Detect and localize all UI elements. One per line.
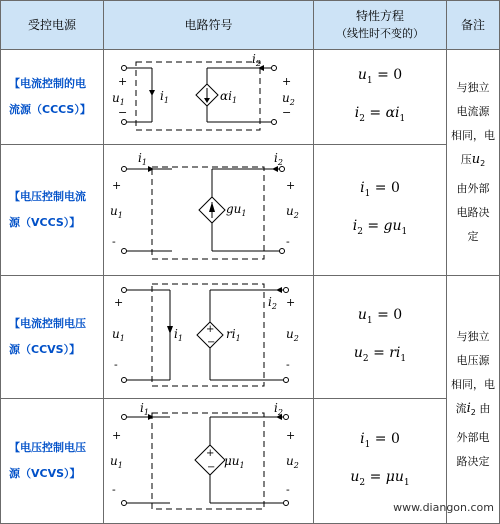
svg-text:+: + bbox=[282, 75, 292, 88]
vcvs-circuit-diagram bbox=[104, 399, 314, 519]
header-equation-subtitle: （线性时不变的） bbox=[336, 27, 424, 40]
svg-text:−: − bbox=[282, 106, 292, 119]
svg-text:-: - bbox=[114, 358, 118, 371]
circuit-symbol-cell bbox=[104, 399, 314, 524]
svg-text:+: + bbox=[118, 75, 128, 88]
svg-text:i2: $i_2$ bbox=[268, 295, 277, 311]
svg-text:-: - bbox=[286, 483, 290, 496]
equation-cell: $u_1 = 0$ $i_2 = \alpha i_1$ bbox=[314, 50, 447, 145]
svg-text:u1: $u_1$ bbox=[110, 204, 123, 220]
header-equation bbox=[314, 1, 447, 50]
header-symbol: 电路符号 bbox=[104, 1, 314, 50]
circuit-symbol-cell bbox=[104, 50, 314, 145]
source-name-cell: 【电压控制电压 源（VCVS）】 bbox=[1, 399, 104, 524]
table-row bbox=[1, 50, 500, 145]
svg-text:-: - bbox=[112, 235, 116, 248]
svg-text:+: + bbox=[206, 324, 215, 335]
svg-text:−: − bbox=[207, 462, 216, 473]
table-row bbox=[1, 145, 500, 276]
table-row bbox=[1, 276, 500, 399]
note-cell-current-sources: 与独立 电流源 相同，电 压$u_2$ 由外部 电路决 定 bbox=[447, 50, 500, 276]
equation-cell: $i_1 = 0$ $i_2 = gu_1$ bbox=[314, 145, 447, 276]
circuit-symbol-cell bbox=[104, 276, 314, 399]
header-note: 备注 bbox=[447, 1, 500, 50]
svg-text:i1: $i_1$ bbox=[174, 327, 183, 343]
header-source: 受控电源 bbox=[1, 1, 104, 50]
watermark: www.diangon.com bbox=[393, 501, 494, 514]
svg-text:u1: $u_1$ bbox=[110, 454, 123, 470]
vccs-circuit-diagram bbox=[104, 145, 314, 271]
circuit-symbol-cell bbox=[104, 145, 314, 276]
svg-text:+: + bbox=[114, 296, 124, 309]
svg-text:i1: $i_1$ bbox=[140, 401, 149, 417]
svg-text:-: - bbox=[286, 235, 290, 248]
svg-text:i2: $i_2$ bbox=[274, 401, 283, 417]
equation-cell: $u_1 = 0$ $u_2 = ri_1$ bbox=[314, 276, 447, 399]
svg-text:u1: $u_1$ bbox=[112, 91, 125, 107]
svg-text:i1: $i_1$ bbox=[160, 89, 169, 105]
source-name-cell: 【电压控制电流 源（VCCS）】 bbox=[1, 145, 104, 276]
svg-text:u1: $u_1$ bbox=[112, 327, 125, 343]
cccs-circuit-diagram bbox=[104, 50, 314, 140]
svg-text:αi1: $\alpha i_1$ bbox=[220, 89, 238, 105]
svg-text:+: + bbox=[206, 448, 215, 459]
svg-text:-: - bbox=[286, 358, 290, 371]
note-cell-voltage-sources: 与独立 电压源 相同，电 流$i_2$ 由 外部电 路决定 bbox=[447, 276, 500, 524]
svg-text:u2: $u_2$ bbox=[282, 91, 295, 107]
svg-text:+: + bbox=[286, 429, 296, 442]
svg-text:gu1: $gu_1$ bbox=[226, 202, 247, 218]
svg-text:i2: $i_2$ bbox=[252, 52, 261, 68]
svg-text:i1: $i_1$ bbox=[138, 151, 147, 167]
svg-text:μu1: $\mu u_1$ bbox=[224, 454, 245, 470]
source-name-cell: 【电流控制的电 流源（CCCS）】 bbox=[1, 50, 104, 145]
svg-text:u2: $u_2$ bbox=[286, 327, 299, 343]
svg-text:-: - bbox=[112, 483, 116, 496]
svg-text:i2: $i_2$ bbox=[274, 151, 283, 167]
header-equation-title: 特性方程 bbox=[355, 9, 404, 23]
equation-cell: $i_1 = 0$ $u_2 = \mu u_1$ bbox=[314, 399, 447, 524]
svg-text:+: + bbox=[112, 179, 122, 192]
source-name-cell: 【电流控制电压 源（CCVS）】 bbox=[1, 276, 104, 399]
svg-text:−: − bbox=[207, 337, 216, 348]
svg-text:−: − bbox=[118, 106, 128, 119]
svg-text:+: + bbox=[286, 296, 296, 309]
header-row bbox=[1, 1, 500, 50]
svg-text:u2: $u_2$ bbox=[286, 204, 299, 220]
svg-text:+: + bbox=[112, 429, 122, 442]
svg-text:+: + bbox=[286, 179, 296, 192]
svg-text:ri1: $ri_1$ bbox=[226, 327, 241, 343]
svg-text:u2: $u_2$ bbox=[286, 454, 299, 470]
ccvs-circuit-diagram bbox=[104, 276, 314, 394]
